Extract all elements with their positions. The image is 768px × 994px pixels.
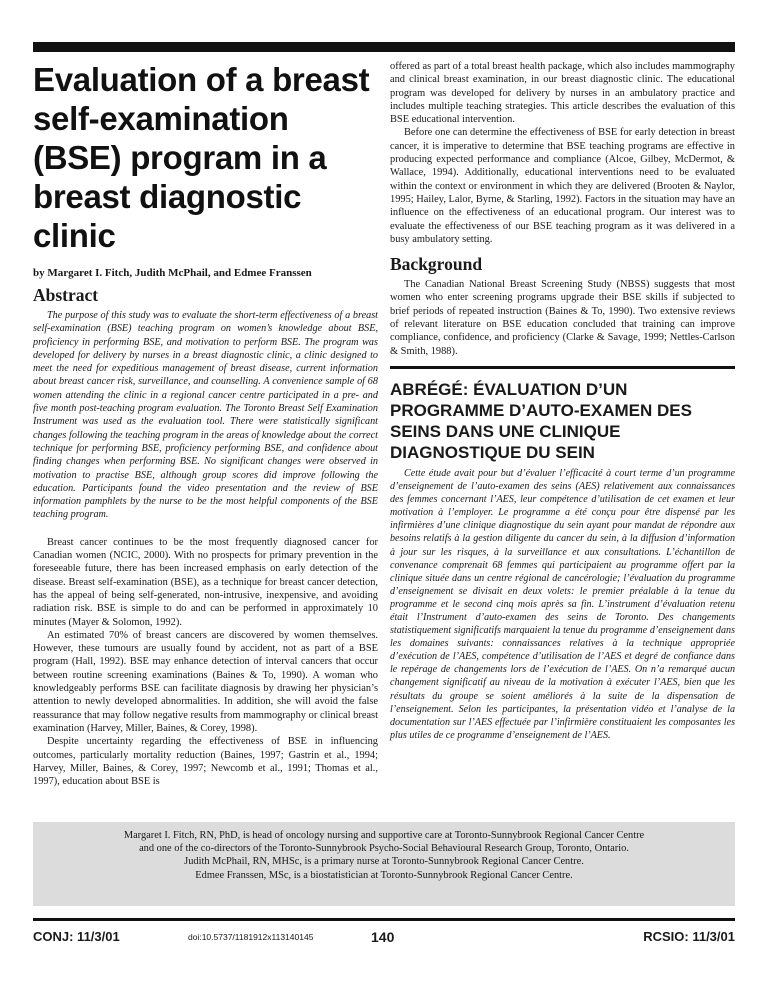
author-info-line: Judith McPhail, RN, MHSc, is a primary nurse at Toronto-Sunnybrook Regional Cancer Centre. — [184, 856, 584, 868]
byline: by Margaret I. Fitch, Judith McPhail, and Edmee Franssen — [33, 267, 312, 279]
author-info-line: and one of the co-directors of the Toronto-Sunnybrook Psycho-Social Behavioural Research Group, Toronto, Ontario. — [139, 843, 629, 855]
doi: doi:10.5737/1181912x113140145 — [188, 932, 314, 942]
paragraph: offered as part of a total breast health package, which also includes mammography and clinical breast examination, in our breast diagnostic clinic. The educational program was developed for delivery by nurses in an ambulatory practice and includes multiple teaching strategies. This article describes the evaluation of this BSE educational intervention. — [390, 61, 735, 126]
right-column — [390, 60, 735, 742]
body-left — [33, 536, 378, 789]
french-abstract-title: ABRÉGÉ: ÉVALUATION D’UN PROGRAMME D’AUTO-EXAMEN DES SEINS DANS UNE CLINIQUE DIAGNOSTIQUE DU SEIN — [390, 379, 692, 462]
page-number: 140 — [371, 929, 395, 945]
background-heading: Background — [390, 254, 483, 275]
page-footer — [33, 925, 735, 949]
article-title: Evaluation of a breast self-examination (BSE) program in a breast diagnostic clinic — [33, 61, 370, 254]
author-info-line: Edmee Franssen, MSc, is a biostatistician at Toronto-Sunnybrook Regional Cancer Centre. — [195, 869, 573, 881]
author-info-line: Margaret I. Fitch, RN, PhD, is head of oncology nursing and supportive care at Toronto-Sunnybrook Regional Cancer Centre — [123, 830, 645, 841]
french-abstract-text: Cette étude avait pour but d’évaluer l’efficacité à court terme d’un programme d’enseignement de l’auto-examen des seins (AES) relativement aux connaissances des femmes concernant l’AES, leur compétence d’utilisation de cet examen et leur motivation à l’employer. Le programme a été conçu pour être dispensé par les infirmières d’une clinique diagnostique du sein ayant pour mandat de répondre aux besoins relatifs à la gestion diligente du cancer du sein, à la diffusion d’information à jour sur les risques, à la surveillance et aux consultations. L’échantillon de convenance comprenait 68 femmes qui participaient au programme offert par la clinique située dans un centre régional de cancérologie; l’évaluation du programme d’enseignement se divisait en deux volets: le premier préalable à la tenue du programme et le second cinq mois après sa fin. L’instrument d’évaluation retenu était l’Instrument d’auto-examen des seins de Toronto. Des changements statistiquement significatifs marquaient la tenue du programme d’enseignement dans les domaines suivants: connaissances relatives à la technique appropriée d’exécution de l’AES, compétence d’utilisation de l’AES et degré de confiance dans le repérage de changements lors de l’exécution de l’AES. On n’a remarqué aucun changement significatif au niveau de la motivation à exécuter l’AES, bien que les résultats du groupe se soient améliorés à la suite de la dispensation de l’enseignement. Selon les participantes, la présentation vidéo et l’analyse de la documentation sur l’AES effectuée par l’infirmière constituaient les composantes les plus utiles de ce programme d’enseignement de l’AES. — [390, 467, 735, 741]
background-paragraph: The Canadian National Breast Screening Study (NBSS) suggests that most women who enter screening programs upgrade their BSE skills if subjected to brief periods of repeated instruction (Baines & To, 1990). Two extensive reviews of relevant literature on BSE education concluded that training can improve compliance, confidence, and proficiency (Clarke & Savage, 1999; Nettles-Carlson & Smith, 1988). — [390, 279, 735, 357]
journal-citation-left: CONJ: 11/3/01 — [33, 929, 120, 944]
top-rule — [33, 42, 735, 52]
author-info-box — [33, 822, 735, 906]
body-right — [390, 60, 735, 246]
paragraph: Breast cancer continues to be the most frequently diagnosed cancer for Canadian women (NCIC, 2000). With no prospects for primary prevention in the foreseeable future, there has been increased emphasis on early detection of the disease. Breast self-examination (BSE), as a technique for breast cancer detection, has the appeal of being self-generated, non-intrusive, inexpensive, and avoiding radiation risk. BSE is simple to do and can be performed in approximately 10 minutes (Mayer & Solomon, 1992). — [33, 536, 378, 628]
paragraph: Before one can determine the effectiveness of BSE for early detection in breast cancer, it is imperative to determine that BSE teaching programs are effective in producing expected performance and compliance (Alcoe, Gilbey, McDermot, & Wallace, 1994). Additionally, educational interventions need to be evaluated within the context or environment in which they are delivered (Brooten & Naylor, 1995; Hailey, Lalor, Byrne, & Starling, 1992). Factors in the situation may have an influence on the effectiveness of an educational program. Our interest was to evaluate the effectiveness of our BSE teaching program as it was delivered in a busy ambulatory setting. — [390, 127, 735, 245]
section-rule — [390, 366, 735, 369]
left-column — [33, 60, 378, 788]
abstract-text: The purpose of this study was to evaluate the short-term effectiveness of a breast self-examination (BSE) teaching program on women’s knowledge about BSE, proficiency in performing BSE, and motivation to perform BSE. The program was developed for delivery by nurses in a breast diagnostic clinic, a clinic designed to meet the need for expeditious management of breast disease, current information about breast cancer risk, surveillance, and counselling. A convenience sample of 68 women attending the clinic in a regional cancer centre participated in a pre- and five month post-teaching program evaluation. The Toronto Breast Self Examination Instrument was used as the evaluation tool. There were statistically significant changes following the teaching program in the areas of knowledge about the correct technique for performing BSE, proficiency performing BSE, and confidence about finding changes when performing BSE. No significant changes were observed in motivation to practise BSE, although group scores did improve following the education. Participants found the video presentation and the review of BSE information pamphlets by the nurse to be the most helpful components of the BSE teaching program. — [33, 310, 378, 521]
footer-rule — [33, 918, 735, 921]
journal-citation-right: RCSIO: 11/3/01 — [643, 929, 735, 944]
paragraph: An estimated 70% of breast cancers are discovered by women themselves. However, these tumours are usually found by accident, not as part of a BSE program (Hall, 1992). BSE may enhance detection of interval cancers that occur between routine screening examinations (Baines & To, 1990). A woman who knowledgeably performs BSE can facilitate diagnosis by drawing her physician’s attention to newly developed abnormalities. In addition, she will avoid the false reassurance that may follow negative results from mammography or clinical breast examination (Harvey, Miller, Baines, & Corey, 1998). — [33, 629, 378, 734]
paragraph: Despite uncertainty regarding the effectiveness of BSE in influencing outcomes, particularly mortality reduction (Baines, 1997; Gastrin et al., 1994; Harvey, Miller, Baines, & Corey, 1997; Newcomb et al., 1991; Thomas et al., 1997), education about BSE is — [33, 736, 378, 788]
abstract-heading: Abstract — [33, 285, 99, 305]
